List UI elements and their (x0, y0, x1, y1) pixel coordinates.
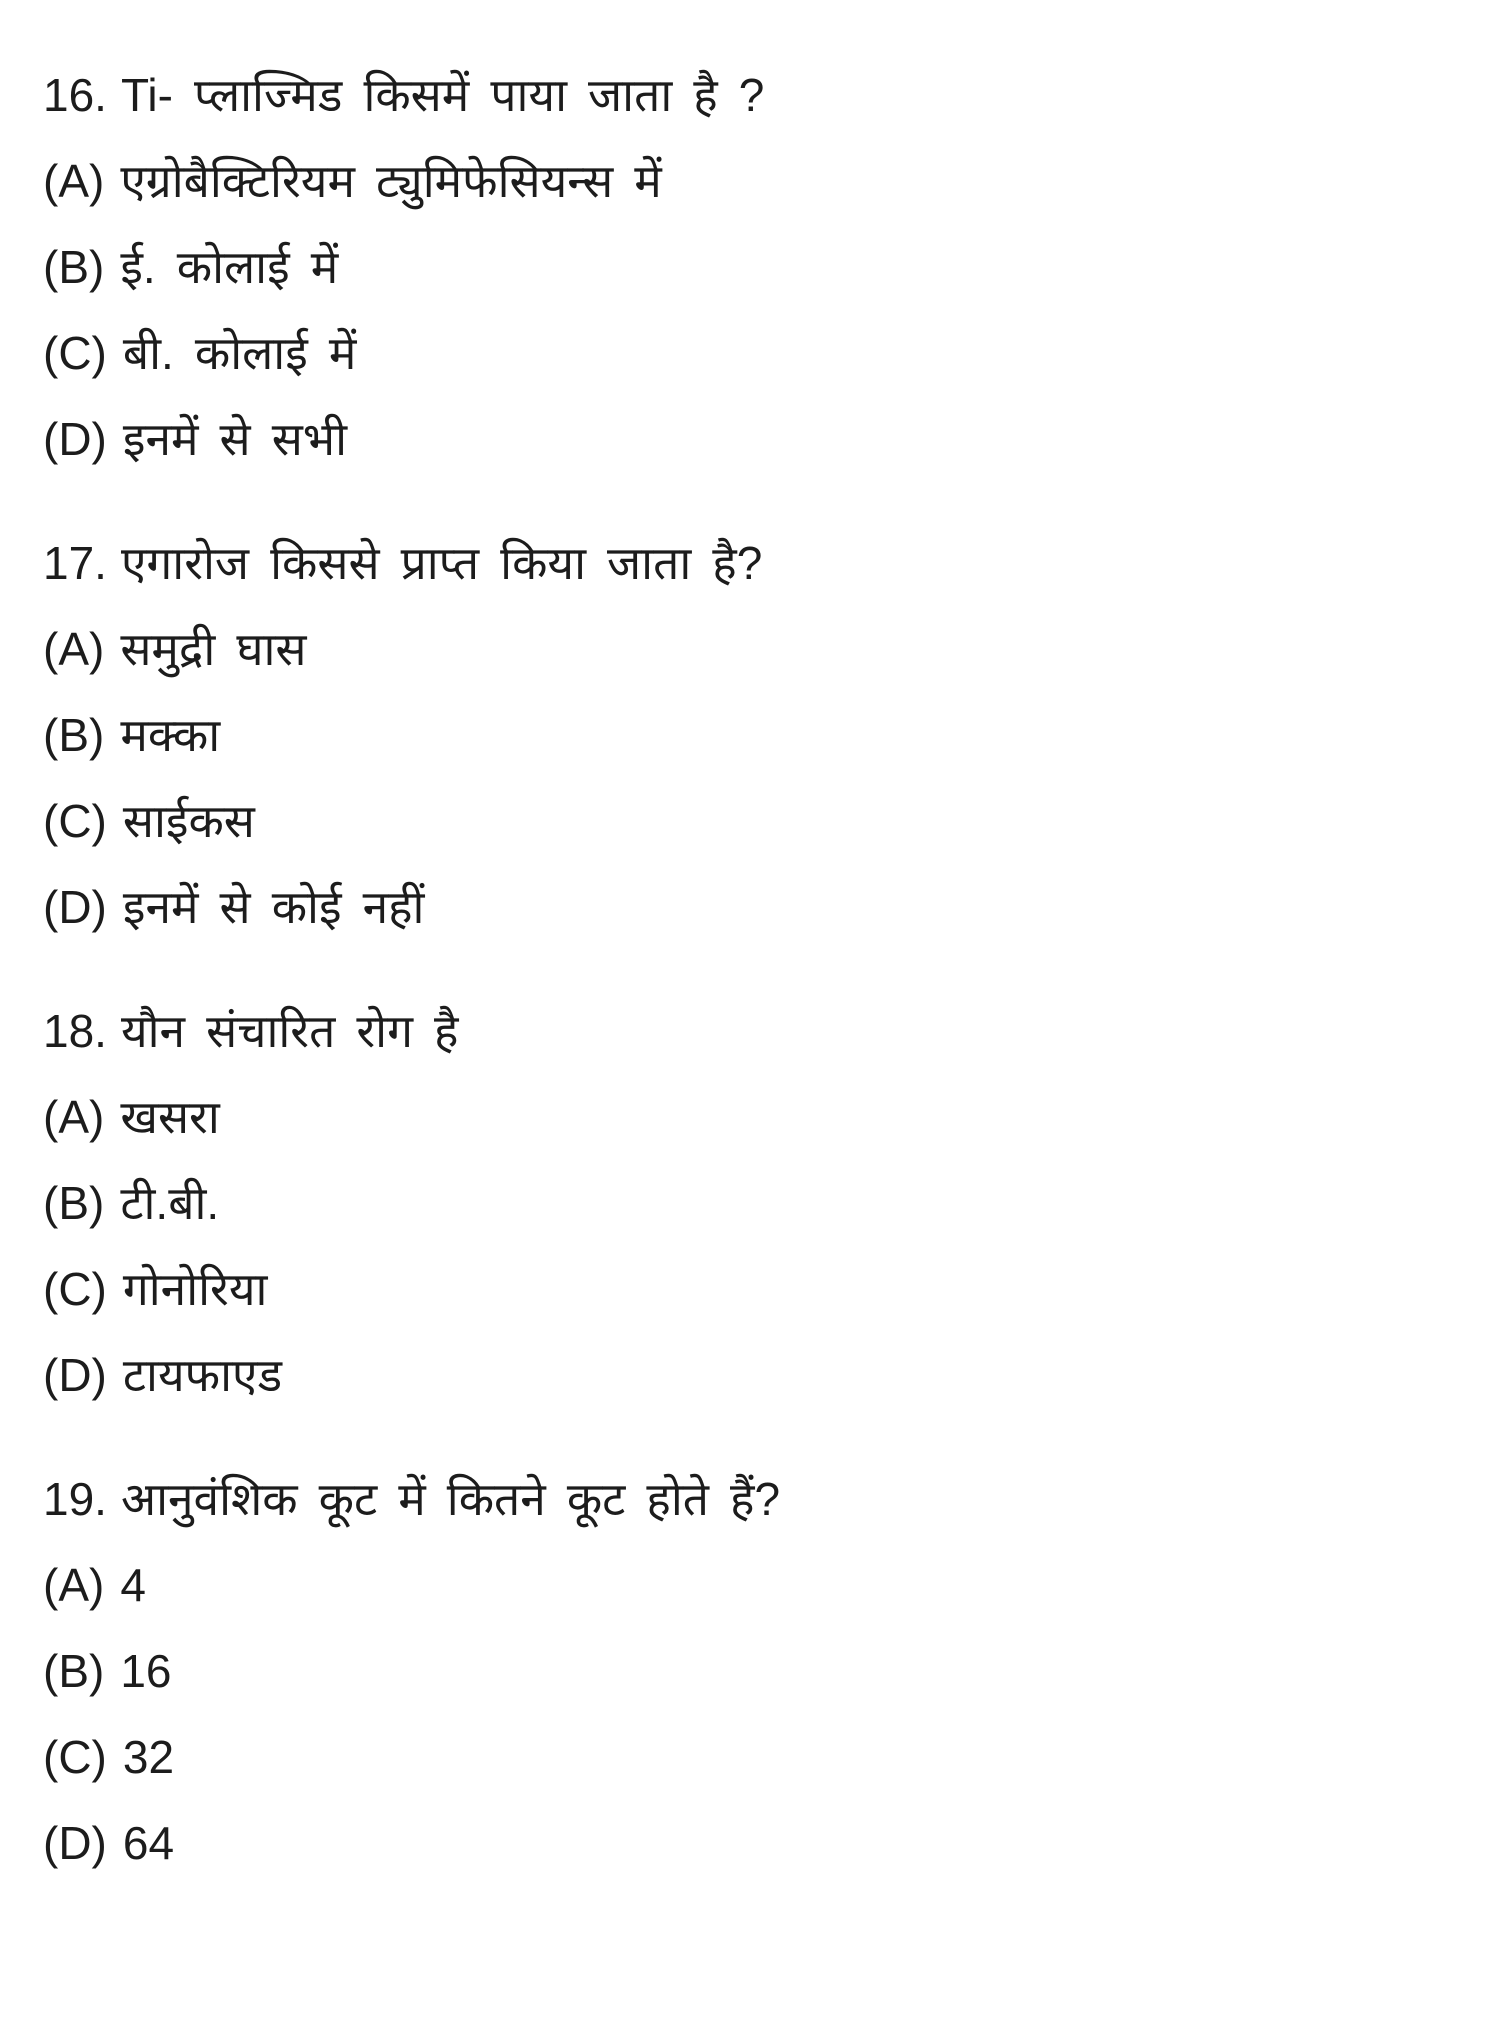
question-block-17 (43, 536, 1445, 934)
option-text: मक्का (120, 709, 221, 761)
option-row (43, 1816, 1445, 1870)
option-text: साईकस (122, 795, 255, 847)
option-label: (A) (43, 155, 105, 207)
question-number: 19. (43, 1473, 107, 1525)
question-line (43, 1004, 1445, 1058)
option-text: 64 (122, 1817, 175, 1869)
option-label: (A) (43, 623, 105, 675)
option-label: (D) (43, 1349, 107, 1401)
option-label: (C) (43, 795, 107, 847)
option-row (43, 326, 1445, 380)
option-row (43, 412, 1445, 466)
option-text: खसरा (120, 1091, 220, 1143)
option-label: (A) (43, 1559, 105, 1611)
option-label: (D) (43, 881, 107, 933)
option-row (43, 1090, 1445, 1144)
option-text: टी.बी. (120, 1177, 220, 1229)
question-line (43, 536, 1445, 590)
option-row (43, 1262, 1445, 1316)
option-text: 4 (120, 1559, 146, 1611)
option-text: 16 (120, 1645, 172, 1697)
option-label: (C) (43, 1263, 107, 1315)
option-label: (B) (43, 709, 105, 761)
question-block-16 (43, 68, 1445, 466)
question-number: 17. (43, 537, 107, 589)
option-label: (C) (43, 1731, 107, 1783)
option-row (43, 622, 1445, 676)
option-row (43, 880, 1445, 934)
question-text: आनुवंशिक कूट में कितने कूट होते हैं? (120, 1473, 781, 1525)
option-label: (B) (43, 1177, 105, 1229)
option-row (43, 1348, 1445, 1402)
option-row (43, 794, 1445, 848)
option-row (43, 154, 1445, 208)
option-row (43, 1644, 1445, 1698)
option-row (43, 1558, 1445, 1612)
question-number: 16. (43, 69, 107, 121)
option-label: (C) (43, 327, 107, 379)
option-row (43, 1730, 1445, 1784)
question-number: 18. (43, 1005, 107, 1057)
option-row (43, 1176, 1445, 1230)
question-text: यौन संचारित रोग है (120, 1005, 459, 1057)
option-text: टायफाएड (122, 1349, 283, 1401)
option-label: (B) (43, 1645, 105, 1697)
option-text: बी. कोलाई में (122, 327, 357, 379)
question-line (43, 1472, 1445, 1526)
option-label: (D) (43, 413, 107, 465)
option-text: इनमें से सभी (122, 413, 348, 465)
option-row (43, 240, 1445, 294)
option-text: समुद्री घास (120, 623, 307, 675)
option-text: एग्रोबैक्टिरियम ट्युमिफेसियन्स में (120, 155, 662, 207)
option-label: (B) (43, 241, 105, 293)
option-row (43, 708, 1445, 762)
question-block-18 (43, 1004, 1445, 1402)
option-text: गोनोरिया (122, 1263, 268, 1315)
question-line (43, 68, 1445, 122)
question-text: Ti- प्लाज्मिड किसमें पाया जाता है ? (120, 69, 765, 121)
option-text: 32 (122, 1731, 175, 1783)
option-label: (D) (43, 1817, 107, 1869)
option-label: (A) (43, 1091, 105, 1143)
question-block-19 (43, 1472, 1445, 1870)
option-text: ई. कोलाई में (120, 241, 339, 293)
question-text: एगारोज किससे प्राप्त किया जाता है? (120, 537, 763, 589)
option-text: इनमें से कोई नहीं (122, 881, 425, 933)
